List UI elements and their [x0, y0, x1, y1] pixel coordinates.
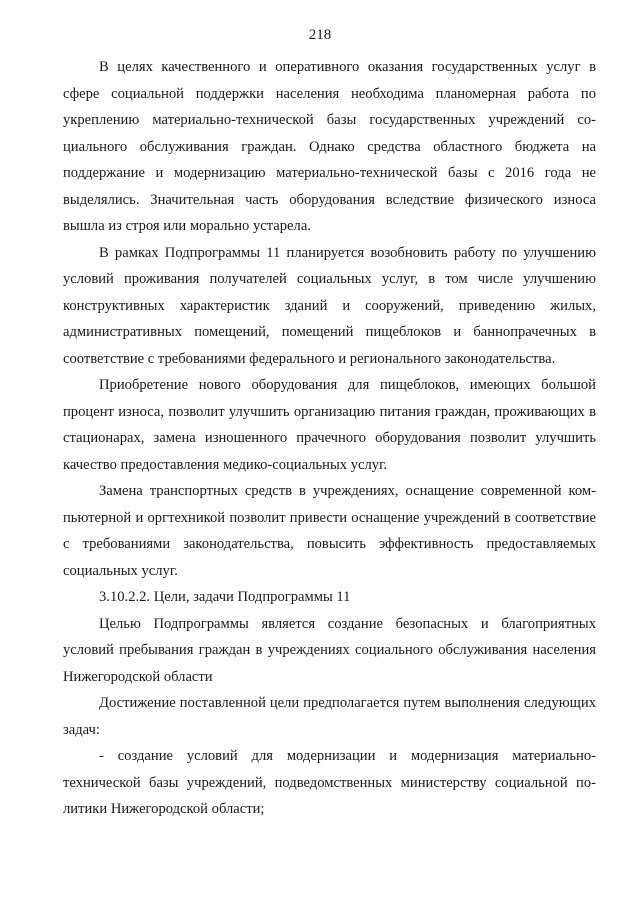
paragraph-transport-replacement: Замена транспортных средств в учреждениях, оснащение современной компьютерной и оргтехникой позволит привести оснащение учреждений в соответствие с требованиями законодательства, повысить эффективность предоставляемых социальных услуг. [63, 483, 596, 579]
paragraph-equipment-purchase: Приобретение нового оборудования для пищеблоков, имеющих большой процент износа, позволит улучшить организацию питания граждан, проживающих в стационарах, замена изношенного прачечного оборудования позволит улучшить качество предоставления медико-социальных услуг. [63, 377, 596, 473]
section-heading: 3.10.2.2. Цели, задачи Подпрограммы 11 [99, 589, 351, 605]
list-item-task-modernization: - создание условий для модернизации и модернизация материально-технической базы учреждений, подведомственных министерству социальной политики Нижегородской области; [63, 748, 596, 817]
paragraph-material-base: В целях качественного и оперативного оказания государственных услуг в сфере социальной поддержки населения необходима планомерная работа по укреплению материально-технической базы государственных учреждений социального обслуживания граждан. Однако средства областного бюджета на поддержание и модернизацию материально-технической базы с 2016 года не выделялись. Значительная часть оборудования вследствие физического износа вышла из строя или морально устарела. [63, 59, 596, 234]
page-number: 218 [308, 27, 332, 43]
paragraph-subprogram-plans: В рамках Подпрограммы 11 планируется возобновить работу по улучшению условий проживания получателей социальных услуг, в том числе улучшению конструктивных характеристик зданий и сооружений, приведению жилых, административных помещений, помещений пищеблоков и баннопрачечных в соответствие с требованиями федерального и регионального законодательства. [63, 244, 596, 367]
paragraph-subprogram-goal: Целью Подпрограммы является создание безопасных и благоприятных условий пребывания граждан в учреждениях социального обслуживания населения Нижегородской области [63, 615, 596, 685]
document-body [63, 54, 596, 823]
paragraph-tasks-intro: Достижение поставленной цели предполагается путем выполнения следующих задач: [63, 695, 596, 738]
